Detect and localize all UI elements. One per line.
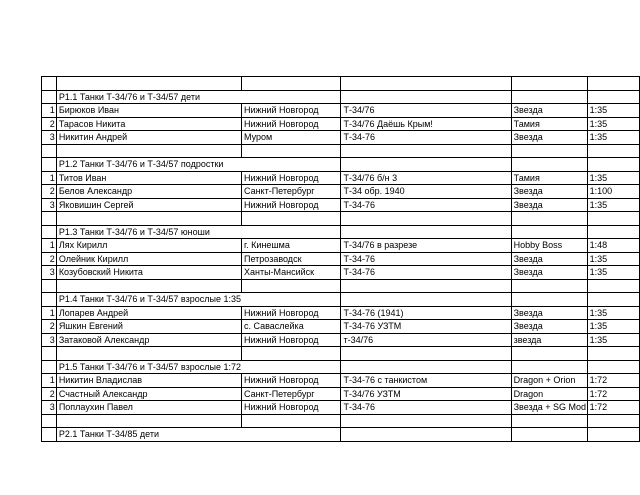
model-cell[interactable]: Т-34/76 xyxy=(341,104,511,118)
empty-cell[interactable] xyxy=(511,225,587,239)
empty-cell[interactable] xyxy=(341,293,511,307)
maker-cell[interactable]: Звезда xyxy=(511,185,587,199)
maker-cell[interactable]: Тамия xyxy=(511,117,587,131)
place-cell[interactable]: 3 xyxy=(42,266,57,280)
section-header-row xyxy=(42,158,640,172)
place-cell[interactable]: 1 xyxy=(42,239,57,253)
section-title-cell[interactable]: Р1.5 Танки Т-34/76 и Т-34/57 взрослые 1:72 xyxy=(56,360,241,374)
participant-row xyxy=(42,239,640,253)
name-cell[interactable]: Никитин Владислав xyxy=(56,374,241,388)
empty-cell[interactable] xyxy=(42,428,57,442)
empty-cell[interactable] xyxy=(511,428,587,442)
empty-cell[interactable] xyxy=(42,347,57,361)
model-cell[interactable]: Т-34/76 Даёшь Крым! xyxy=(341,117,511,131)
empty-cell[interactable] xyxy=(587,279,639,293)
empty-cell[interactable] xyxy=(341,347,511,361)
empty-cell[interactable] xyxy=(587,144,639,158)
empty-cell[interactable] xyxy=(511,347,587,361)
place-cell[interactable]: 3 xyxy=(42,131,57,145)
city-cell[interactable]: Нижний Новгород xyxy=(241,333,340,347)
city-cell[interactable]: Петрозаводск xyxy=(241,252,340,266)
place-cell[interactable]: 3 xyxy=(42,401,57,415)
maker-cell[interactable]: Звезда xyxy=(511,198,587,212)
place-cell[interactable]: 2 xyxy=(42,387,57,401)
results-table xyxy=(41,76,640,442)
section-title-cell[interactable]: Р1.4 Танки Т-34/76 и Т-34/57 взрослые 1:35 xyxy=(56,293,241,307)
empty-cell[interactable] xyxy=(511,77,587,91)
empty-cell[interactable] xyxy=(587,293,639,307)
empty-cell[interactable] xyxy=(241,414,340,428)
empty-cell[interactable] xyxy=(341,158,511,172)
empty-cell[interactable] xyxy=(56,279,241,293)
place-cell[interactable]: 3 xyxy=(42,333,57,347)
participant-row xyxy=(42,117,640,131)
empty-cell[interactable] xyxy=(587,90,639,104)
empty-cell[interactable] xyxy=(511,414,587,428)
scale-cell[interactable]: 1:72 xyxy=(587,387,639,401)
empty-cell[interactable] xyxy=(241,212,340,226)
model-cell[interactable]: Т-34-76 xyxy=(341,131,511,145)
scale-cell[interactable]: 1:35 xyxy=(587,171,639,185)
empty-cell[interactable] xyxy=(42,158,57,172)
participant-row xyxy=(42,171,640,185)
empty-cell[interactable] xyxy=(42,225,57,239)
empty-cell[interactable] xyxy=(511,90,587,104)
empty-cell[interactable] xyxy=(511,279,587,293)
model-cell[interactable]: Т-34 обр. 1940 xyxy=(341,185,511,199)
empty-cell[interactable] xyxy=(42,212,57,226)
name-cell[interactable]: Яковишин Сергей xyxy=(56,198,241,212)
place-cell[interactable]: 1 xyxy=(42,104,57,118)
empty-cell[interactable] xyxy=(341,414,511,428)
maker-cell[interactable]: Dragon + Orion xyxy=(511,374,587,388)
scale-cell[interactable]: 1:35 xyxy=(587,198,639,212)
scale-cell[interactable]: 1:35 xyxy=(587,266,639,280)
name-cell[interactable]: Бирюков Иван xyxy=(56,104,241,118)
participant-row xyxy=(42,306,640,320)
empty-cell[interactable] xyxy=(587,225,639,239)
empty-cell[interactable] xyxy=(511,360,587,374)
empty-cell[interactable] xyxy=(241,77,340,91)
empty-cell[interactable] xyxy=(511,293,587,307)
maker-cell[interactable]: звезда xyxy=(511,333,587,347)
empty-cell[interactable] xyxy=(56,144,241,158)
scale-cell[interactable]: 1:35 xyxy=(587,333,639,347)
empty-cell[interactable] xyxy=(241,144,340,158)
maker-cell[interactable]: Hobby Boss xyxy=(511,239,587,253)
maker-cell[interactable]: Звезда xyxy=(511,306,587,320)
section-title-cell[interactable]: Р1.1 Танки Т-34/76 и Т-34/57 дети xyxy=(56,90,241,104)
participant-row xyxy=(42,185,640,199)
empty-cell[interactable] xyxy=(587,428,639,442)
maker-cell[interactable]: Звезда xyxy=(511,252,587,266)
model-cell[interactable]: Т-34-76 xyxy=(341,401,511,415)
model-cell[interactable]: Т-34/76 б/н 3 xyxy=(341,171,511,185)
model-cell[interactable]: Т-34/76 в разрезе xyxy=(341,239,511,253)
blank-row xyxy=(42,279,640,293)
scale-cell[interactable]: 1:35 xyxy=(587,117,639,131)
empty-cell[interactable] xyxy=(341,360,511,374)
name-cell[interactable]: Поплаухин Павел xyxy=(56,401,241,415)
city-cell[interactable]: Нижний Новгород xyxy=(241,306,340,320)
empty-cell[interactable] xyxy=(42,77,57,91)
empty-cell[interactable] xyxy=(42,90,57,104)
city-cell[interactable]: Нижний Новгород xyxy=(241,198,340,212)
scale-cell[interactable]: 1:48 xyxy=(587,239,639,253)
city-cell[interactable]: Нижний Новгород xyxy=(241,104,340,118)
scale-cell[interactable]: 1:72 xyxy=(587,401,639,415)
empty-cell[interactable] xyxy=(241,347,340,361)
empty-cell[interactable] xyxy=(42,414,57,428)
participant-row xyxy=(42,198,640,212)
city-cell[interactable]: г. Кинешма xyxy=(241,239,340,253)
participant-row xyxy=(42,387,640,401)
name-cell[interactable]: Никитин Андрей xyxy=(56,131,241,145)
results-table-body xyxy=(42,77,640,442)
city-cell[interactable]: Санкт-Петербург xyxy=(241,185,340,199)
section-title-cell[interactable]: Р1.2 Танки Т-34/76 и Т-34/57 подростки xyxy=(56,158,241,172)
participant-row xyxy=(42,104,640,118)
city-cell[interactable]: Нижний Новгород xyxy=(241,171,340,185)
scale-cell[interactable]: 1:35 xyxy=(587,252,639,266)
place-cell[interactable]: 3 xyxy=(42,198,57,212)
empty-cell[interactable] xyxy=(56,212,241,226)
place-cell[interactable]: 1 xyxy=(42,374,57,388)
model-cell[interactable]: Т-34-76 xyxy=(341,266,511,280)
city-cell[interactable]: Нижний Новгород xyxy=(241,374,340,388)
section-header-row xyxy=(42,428,640,442)
section-header-row xyxy=(42,225,640,239)
empty-cell[interactable] xyxy=(241,90,340,104)
name-cell[interactable]: Титов Иван xyxy=(56,171,241,185)
city-cell[interactable]: с. Саваслейка xyxy=(241,320,340,334)
name-cell[interactable]: Козубовский Никита xyxy=(56,266,241,280)
maker-cell[interactable]: Звезда + SG Mod xyxy=(511,401,587,415)
blank-row xyxy=(42,212,640,226)
place-cell[interactable]: 1 xyxy=(42,171,57,185)
maker-cell[interactable]: Звезда xyxy=(511,104,587,118)
empty-cell[interactable] xyxy=(42,144,57,158)
maker-cell[interactable]: Звезда xyxy=(511,320,587,334)
scale-cell[interactable]: 1:35 xyxy=(587,320,639,334)
city-cell[interactable]: Нижний Новгород xyxy=(241,117,340,131)
empty-cell[interactable] xyxy=(511,158,587,172)
empty-cell[interactable] xyxy=(341,144,511,158)
maker-cell[interactable]: Звезда xyxy=(511,266,587,280)
section-title-cell[interactable]: Р2.1 Танки Т-34/85 дети xyxy=(56,428,241,442)
empty-cell[interactable] xyxy=(587,360,639,374)
empty-cell[interactable] xyxy=(241,428,340,442)
participant-row xyxy=(42,333,640,347)
scale-cell[interactable]: 1:35 xyxy=(587,104,639,118)
city-cell[interactable]: Санкт-Петербург xyxy=(241,387,340,401)
empty-cell[interactable] xyxy=(587,77,639,91)
model-cell[interactable]: т-34/76 xyxy=(341,333,511,347)
empty-cell[interactable] xyxy=(341,279,511,293)
section-header-row xyxy=(42,293,640,307)
name-cell[interactable]: Лях Кирилл xyxy=(56,239,241,253)
empty-cell[interactable] xyxy=(587,347,639,361)
model-cell[interactable]: Т-34-76 УЗТМ xyxy=(341,320,511,334)
place-cell[interactable]: 1 xyxy=(42,306,57,320)
empty-cell[interactable] xyxy=(511,212,587,226)
empty-cell[interactable] xyxy=(241,360,340,374)
name-cell[interactable]: Затаковой Александр xyxy=(56,333,241,347)
blank-row xyxy=(42,77,640,91)
model-cell[interactable]: Т-34/76 УЗТМ xyxy=(341,387,511,401)
participant-row xyxy=(42,266,640,280)
maker-cell[interactable]: Звезда xyxy=(511,131,587,145)
empty-cell[interactable] xyxy=(341,212,511,226)
empty-cell[interactable] xyxy=(42,360,57,374)
place-cell[interactable]: 2 xyxy=(42,117,57,131)
name-cell[interactable]: Олейник Кирилл xyxy=(56,252,241,266)
blank-row xyxy=(42,144,640,158)
model-cell[interactable]: Т-34-76 xyxy=(341,198,511,212)
blank-row xyxy=(42,414,640,428)
name-cell[interactable]: Счастный Александр xyxy=(56,387,241,401)
empty-cell[interactable] xyxy=(42,279,57,293)
empty-cell[interactable] xyxy=(56,347,241,361)
place-cell[interactable]: 2 xyxy=(42,320,57,334)
participant-row xyxy=(42,374,640,388)
section-title-cell[interactable]: Р1.3 Танки Т-34/76 и Т-34/57 юноши xyxy=(56,225,241,239)
participant-row xyxy=(42,320,640,334)
scale-cell[interactable]: 1:100 xyxy=(587,185,639,199)
section-header-row xyxy=(42,360,640,374)
name-cell[interactable]: Яшкин Евгений xyxy=(56,320,241,334)
model-cell[interactable]: Т-34-76 xyxy=(341,252,511,266)
participant-row xyxy=(42,401,640,415)
empty-cell[interactable] xyxy=(341,225,511,239)
empty-cell[interactable] xyxy=(341,90,511,104)
place-cell[interactable]: 2 xyxy=(42,252,57,266)
place-cell[interactable]: 2 xyxy=(42,185,57,199)
scale-cell[interactable]: 1:35 xyxy=(587,131,639,145)
city-cell[interactable]: Муром xyxy=(241,131,340,145)
empty-cell[interactable] xyxy=(241,225,340,239)
maker-cell[interactable]: Тамия xyxy=(511,171,587,185)
name-cell[interactable]: Лопарев Андрей xyxy=(56,306,241,320)
model-cell[interactable]: Т-34-76 с танкистом xyxy=(341,374,511,388)
empty-cell[interactable] xyxy=(241,279,340,293)
city-cell[interactable]: Ханты-Мансийск xyxy=(241,266,340,280)
name-cell[interactable]: Белов Александр xyxy=(56,185,241,199)
empty-cell[interactable] xyxy=(56,414,241,428)
empty-cell[interactable] xyxy=(587,212,639,226)
empty-cell[interactable] xyxy=(341,77,511,91)
empty-cell[interactable] xyxy=(587,414,639,428)
scale-cell[interactable]: 1:35 xyxy=(587,306,639,320)
participant-row xyxy=(42,252,640,266)
empty-cell[interactable] xyxy=(511,144,587,158)
empty-cell[interactable] xyxy=(341,428,511,442)
maker-cell[interactable]: Dragon xyxy=(511,387,587,401)
empty-cell[interactable] xyxy=(56,77,241,91)
empty-cell[interactable] xyxy=(241,158,340,172)
scale-cell[interactable]: 1:72 xyxy=(587,374,639,388)
blank-row xyxy=(42,347,640,361)
section-header-row xyxy=(42,90,640,104)
empty-cell[interactable] xyxy=(587,158,639,172)
model-cell[interactable]: Т-34-76 (1941) xyxy=(341,306,511,320)
participant-row xyxy=(42,131,640,145)
name-cell[interactable]: Тарасов Никита xyxy=(56,117,241,131)
empty-cell[interactable] xyxy=(42,293,57,307)
city-cell[interactable]: Нижний Новгород xyxy=(241,401,340,415)
empty-cell[interactable] xyxy=(241,293,340,307)
